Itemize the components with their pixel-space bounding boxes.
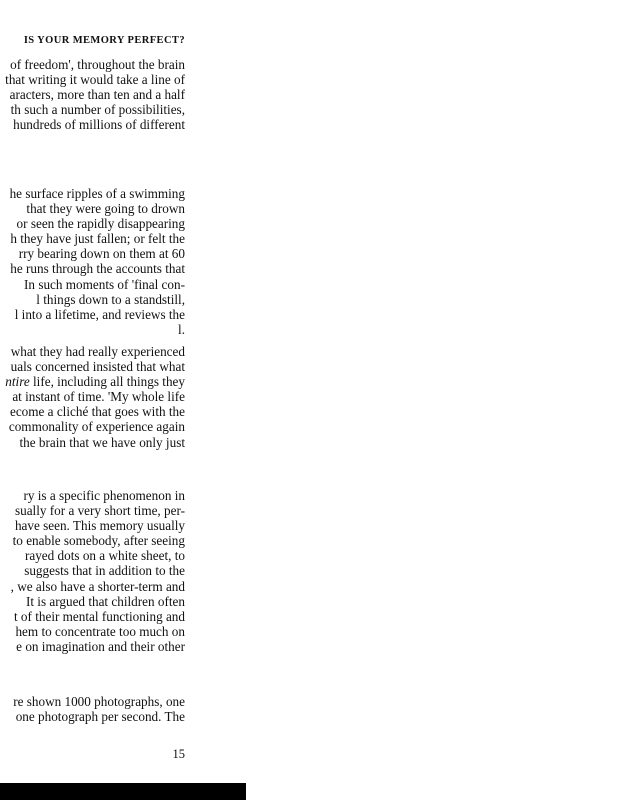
- text-line: rayed dots on a white sheet, to: [24, 548, 185, 564]
- text-line: It is argued that children often: [25, 593, 185, 609]
- text-line: ntire life, including all things they: [5, 374, 185, 390]
- text-line: ry is a specific phenomenon in: [23, 488, 185, 503]
- paragraph-block-1: [0, 57, 185, 132]
- text-line: to enable somebody, after seeing: [12, 533, 185, 549]
- text-line: or seen the rapidly disappearing: [16, 216, 185, 232]
- text-line: one photograph per second. The: [15, 709, 185, 725]
- text-line: hundreds of millions of different: [13, 117, 185, 133]
- text-line: th such a number of possibilities,: [10, 102, 185, 118]
- paragraph-block-3: [0, 344, 185, 450]
- text-line: that writing it would take a line of: [5, 72, 185, 88]
- text-line: l.: [178, 321, 185, 337]
- text-line: he runs through the accounts that: [10, 261, 185, 277]
- text-line: e on imagination and their other: [16, 638, 185, 654]
- italic-word: ntire: [5, 374, 30, 390]
- text-line: , we also have a shorter-term and: [10, 578, 185, 594]
- scan-border-bar: [0, 783, 246, 800]
- text-line: hem to concentrate too much on: [15, 623, 185, 639]
- text-line: the brain that we have only just: [19, 434, 185, 450]
- text-line: ecome a cliché that goes with the: [9, 404, 185, 420]
- text-line: have seen. This memory usually: [14, 518, 185, 534]
- text-line: uals concerned insisted that what: [10, 359, 185, 375]
- text-line: l things down to a standstill,: [36, 291, 185, 307]
- text-line: suggests that in addition to the: [24, 563, 185, 579]
- text-line: what they had really experienced: [10, 344, 185, 359]
- text-line: commonality of experience again: [8, 419, 185, 435]
- text-line: l into a lifetime, and reviews the: [14, 306, 185, 322]
- text-line: re shown 1000 photographs, one: [13, 694, 185, 709]
- page-number: 15: [172, 747, 185, 761]
- paragraph-block-4: [0, 488, 185, 654]
- paragraph-block-2: [0, 186, 185, 337]
- text-line: t of their mental functioning and: [13, 608, 185, 624]
- text-line: at instant of time. 'My whole life: [12, 389, 185, 405]
- text-line: h they have just fallen; or felt the: [10, 231, 185, 247]
- text-line: he surface ripples of a swimming: [9, 186, 185, 201]
- text-line: sually for a very short time, per-: [14, 503, 185, 519]
- text-line: rry bearing down on them at 60: [18, 246, 185, 262]
- text-line: In such moments of 'final con-: [24, 276, 185, 292]
- running-head: IS YOUR MEMORY PERFECT?: [23, 35, 185, 46]
- text-line: aracters, more than ten and a half: [9, 87, 185, 103]
- paragraph-block-5: [0, 694, 185, 724]
- text-line: of freedom', throughout the brain: [10, 57, 185, 72]
- text-line: that they were going to drown: [26, 201, 185, 217]
